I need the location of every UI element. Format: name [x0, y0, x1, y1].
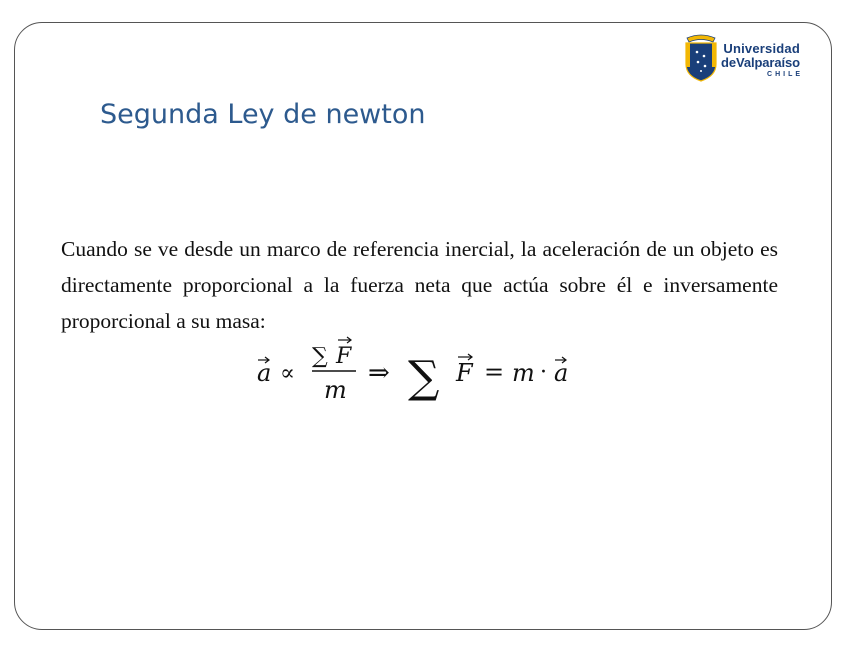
formula-equals: = [484, 358, 505, 386]
shield-icon [683, 32, 719, 82]
logo-line-universidad: Universidad [723, 41, 801, 56]
formula-m-denominator: m [324, 376, 347, 404]
formula-m: m [512, 359, 535, 387]
slide-body-text: Cuando se ve desde un marco de referencia inercial, la aceleración de un objeto es directamente proporcional a la fuerza neta que actúa sobre él e inversamente proporcional a su masa: [61, 237, 778, 333]
logo-text [721, 41, 804, 78]
formula-a: a [257, 359, 272, 387]
logo-line-chile: CHILE [767, 71, 804, 78]
formula-F: F [456, 359, 473, 387]
formula-sum-small: ∑ [312, 344, 328, 369]
formula-sum-large: ∑ [408, 352, 440, 403]
formula-dot: · [540, 360, 547, 385]
formula-a2: a [554, 359, 569, 387]
formula-propto: ∝ [280, 361, 295, 386]
logo-line-valparaiso: deValparaíso [721, 55, 801, 70]
newton-second-law-formula [250, 334, 580, 414]
formula-F-numerator: F [336, 344, 352, 369]
formula-implies: ⇒ [368, 358, 390, 388]
slide-title: Segunda Ley de newton [100, 99, 426, 130]
university-logo [683, 32, 815, 88]
